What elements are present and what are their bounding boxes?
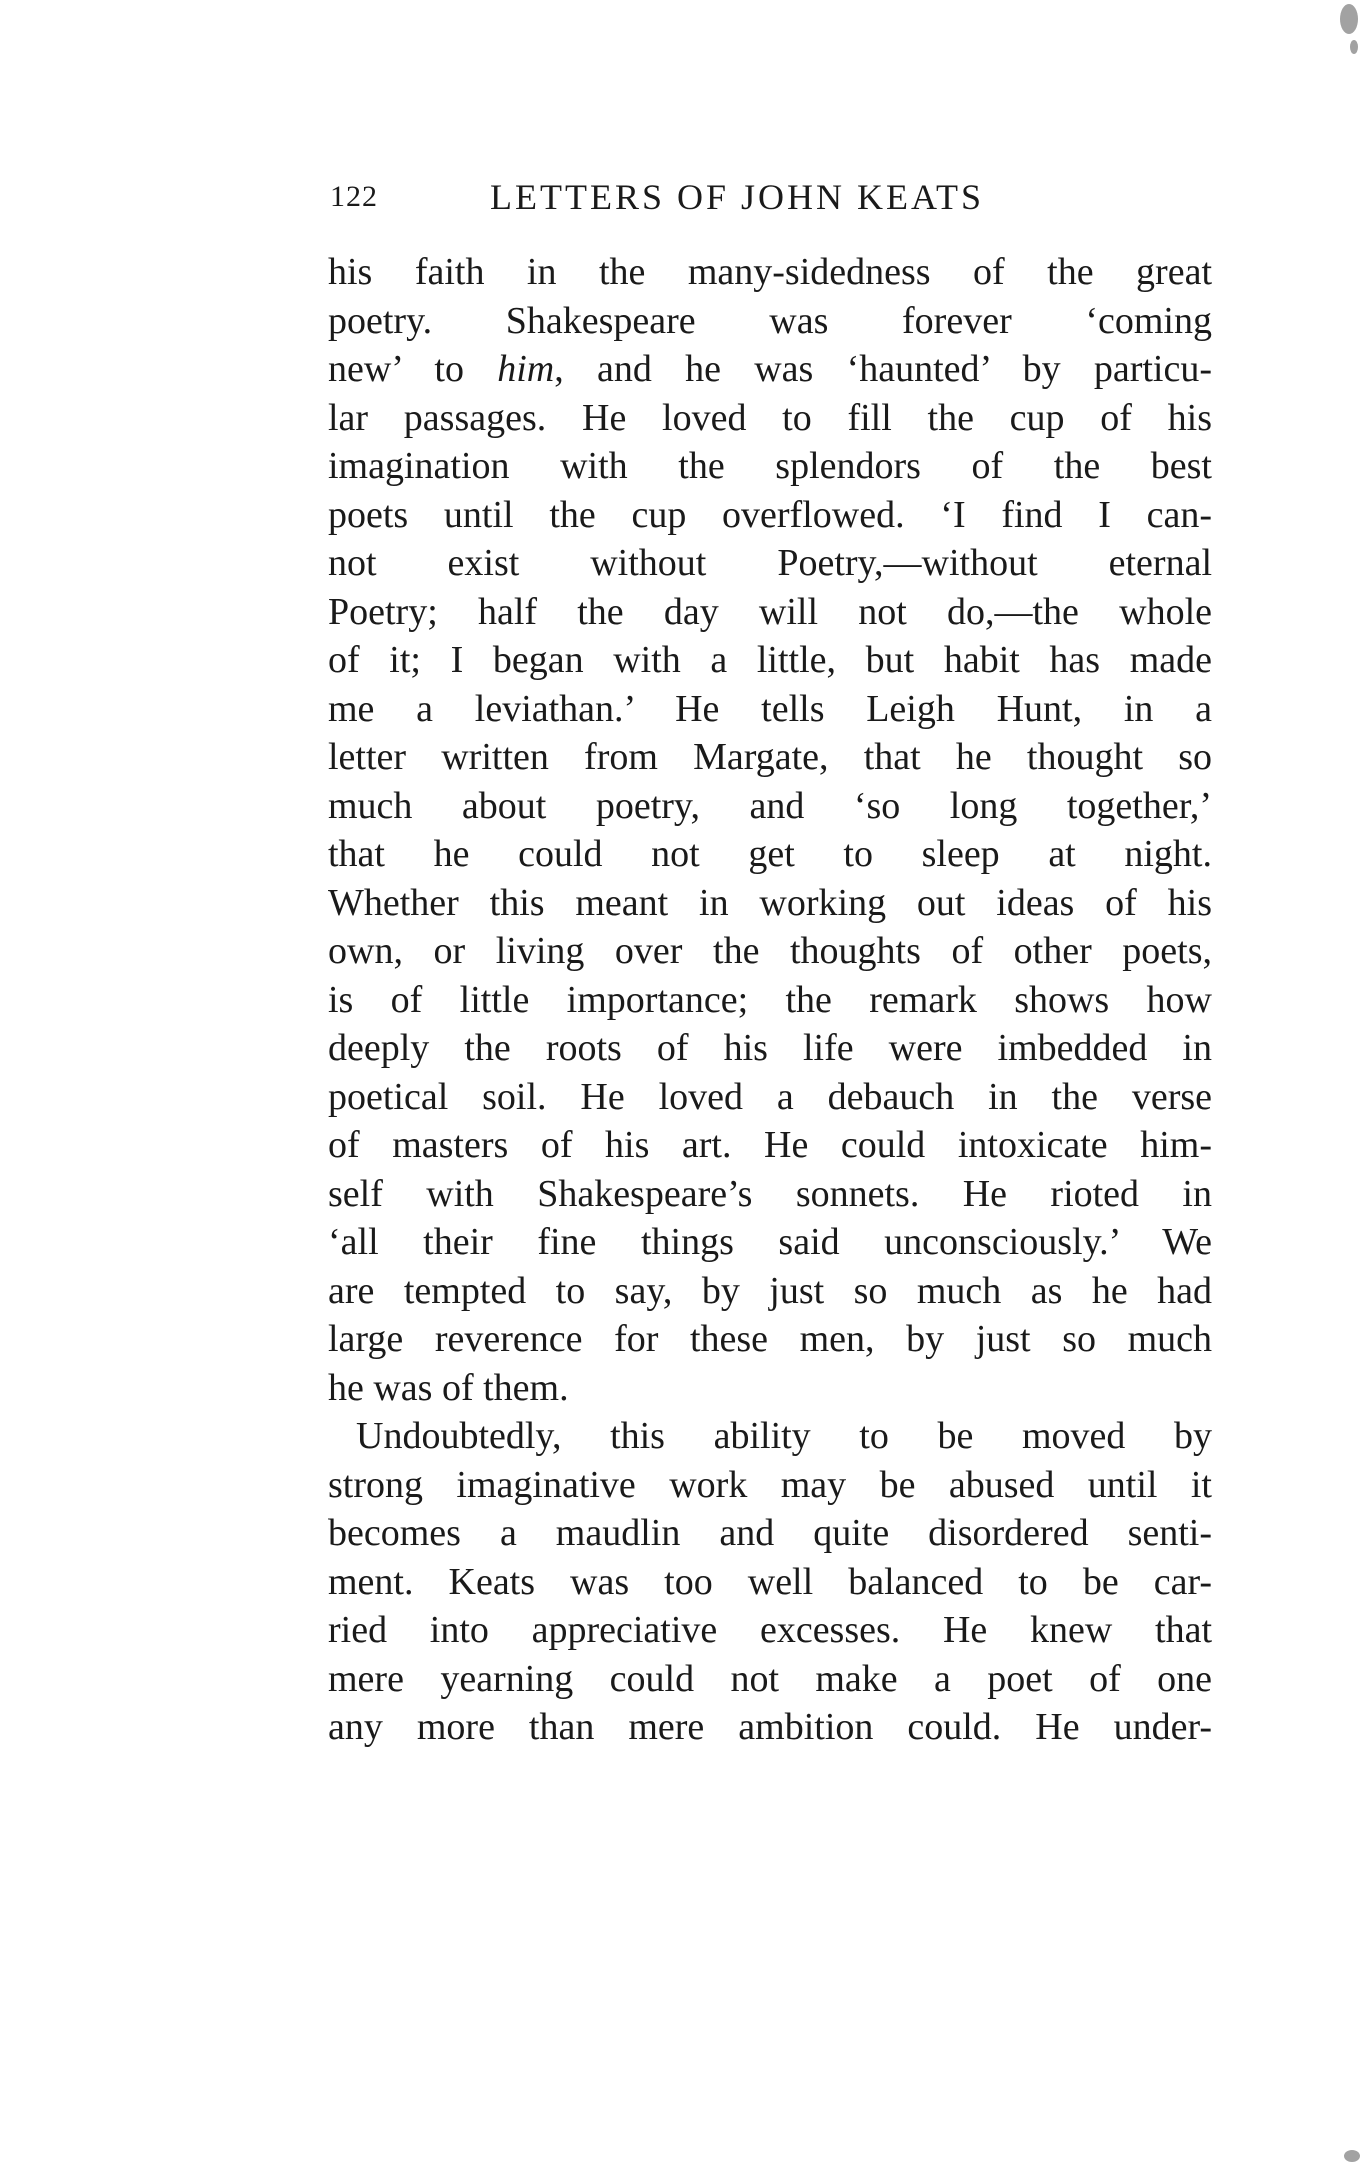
scan-speck [1340, 4, 1358, 34]
text-line: is of little importance; the remark shows how [328, 978, 1212, 1021]
running-title: LETTERS OF JOHN KEATS [490, 177, 985, 217]
text-line: strong imaginative work may be abused until it [328, 1463, 1212, 1506]
text-line: not exist without Poetry,—without eternal [328, 542, 1212, 584]
text-line: any more than mere ambition could. He under- [328, 1706, 1212, 1748]
text-line: mere yearning could not make a poet of one [328, 1657, 1212, 1700]
paragraph-end-line: he was of them. [328, 1366, 569, 1409]
text-line: of it; I began with a little, but habit has made [328, 639, 1212, 681]
body-text [328, 248, 1212, 1752]
paragraph-start-line: Undoubtedly, this ability to be moved by [356, 1415, 1212, 1457]
text-line: are tempted to say, by just so much as he had [328, 1269, 1212, 1312]
emphasized-word: him [497, 348, 555, 390]
text-line: self with Shakespeare’s sonnets. He rioted in [328, 1172, 1212, 1215]
text-line: becomes a maudlin and quite disordered senti- [328, 1512, 1212, 1554]
text-line: ‘all their fine things said unconsciously.’ We [328, 1221, 1212, 1263]
text-line: ment. Keats was too well balanced to be car- [328, 1560, 1212, 1603]
text-line: Poetry; half the day will not do,—the whole [328, 590, 1212, 633]
text-line: deeply the roots of his life were imbedded in [328, 1027, 1212, 1069]
text-line: large reverence for these men, by just so much [328, 1318, 1212, 1360]
text-line: letter written from Margate, that he thought so [328, 736, 1212, 778]
text-line: ried into appreciative excesses. He knew that [328, 1609, 1212, 1651]
text-line: his faith in the many-sidedness of the great [328, 251, 1212, 293]
text-line: that he could not get to sleep at night. [328, 833, 1212, 875]
text-line: of masters of his art. He could intoxicate him- [328, 1124, 1212, 1166]
text-line: new’ to him, and he was ‘haunted’ by particu- [328, 348, 1213, 390]
page-number: 122 [330, 180, 378, 213]
scan-speck [1344, 2150, 1360, 2162]
text-line: Whether this meant in working out ideas of his [328, 881, 1212, 924]
scan-speck [1350, 40, 1358, 54]
text-line: poetical soil. He loved a debauch in the verse [328, 1075, 1212, 1118]
running-head [330, 176, 1210, 224]
text-line: own, or living over the thoughts of other poets, [328, 930, 1212, 972]
text-line: poets until the cup overflowed. ‘I find I can- [328, 493, 1212, 536]
text-line: poetry. Shakespeare was forever ‘coming [328, 299, 1212, 342]
text-line: me a leviathan.’ He tells Leigh Hunt, in a [328, 687, 1212, 730]
text-line: much about poetry, and ‘so long together,’ [328, 784, 1212, 827]
text-line: lar passages. He loved to fill the cup of his [328, 396, 1212, 439]
text-line: imagination with the splendors of the best [328, 445, 1212, 487]
